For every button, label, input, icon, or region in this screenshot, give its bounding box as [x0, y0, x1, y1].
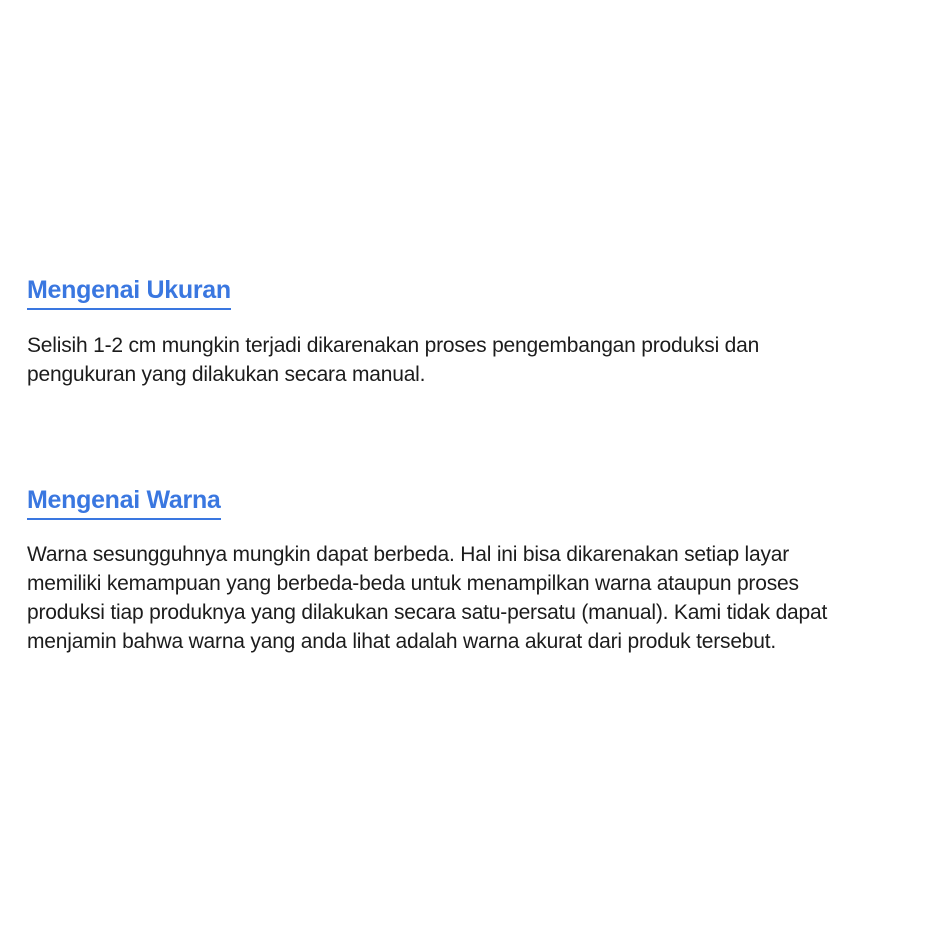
size-info-section — [27, 275, 907, 389]
size-info-line: Selisih 1-2 cm mungkin terjadi dikarenakan proses pengembangan produksi dan — [27, 334, 760, 357]
color-info-line: produksi tiap produknya yang dilakukan secara satu-persatu (manual). Kami tidak dapat — [27, 601, 828, 624]
size-info-text — [27, 331, 907, 389]
color-info-text — [27, 540, 907, 656]
size-info-heading: Mengenai Ukuran — [27, 275, 231, 310]
color-info-heading: Mengenai Warna — [27, 485, 221, 520]
size-info-line: pengukuran yang dilakukan secara manual. — [27, 363, 426, 386]
color-info-line: menjamin bahwa warna yang anda lihat adalah warna akurat dari produk tersebut. — [27, 630, 777, 653]
color-info-section — [27, 485, 907, 656]
color-info-line: Warna sesungguhnya mungkin dapat berbeda. Hal ini bisa dikarenakan setiap layar — [27, 543, 790, 566]
color-info-line: memiliki kemampuan yang berbeda-beda untuk menampilkan warna ataupun proses — [27, 572, 799, 595]
